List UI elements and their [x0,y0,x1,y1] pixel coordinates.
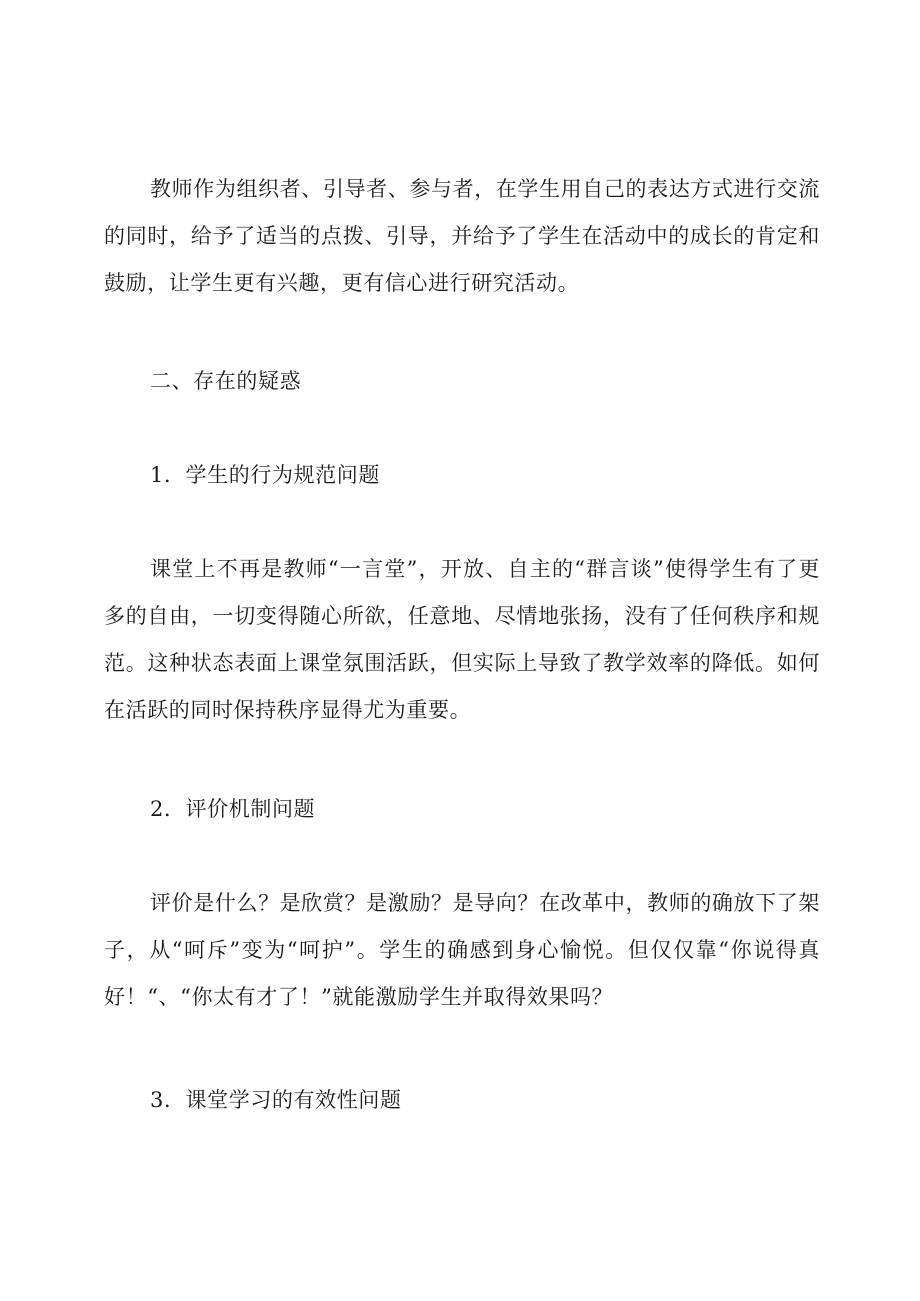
item-heading-behavior: 1．学生的行为规范问题 [150,463,380,487]
paragraph-evaluation: 评价是什么？是欣赏？是激励？是导向？在改革中，教师的确放下了架子，从“呵斥”变为“呵护”。学生的确感到身心愉悦。但仅仅靠“你说得真好！“、“你太有才了！”就能激励学生并取得效果吗？ [104,891,820,1009]
section-heading-doubts: 二、存在的疑惑 [150,369,302,393]
paragraph-behavior: 课堂上不再是教师“一言堂”，开放、自主的“群言谈”使得学生有了更多的自由，一切变得随心所欲，任意地、尽情地张扬，没有了任何秩序和规范。这种状态表面上课堂氛围活跃，但实际上导致了教学效率的降低。如何在活跃的同时保持秩序显得尤为重要。 [104,557,820,722]
item-heading-evaluation: 2．评价机制问题 [150,797,316,821]
paragraph-teacher-role: 教师作为组织者、引导者、参与者，在学生用自己的表达方式进行交流的同时，给予了适当的点拨、引导，并给予了学生在活动中的成长的肯定和鼓励，让学生更有兴趣，更有信心进行研究活动。 [104,177,820,295]
item-heading-effectiveness: 3．课堂学习的有效性问题 [150,1088,402,1112]
